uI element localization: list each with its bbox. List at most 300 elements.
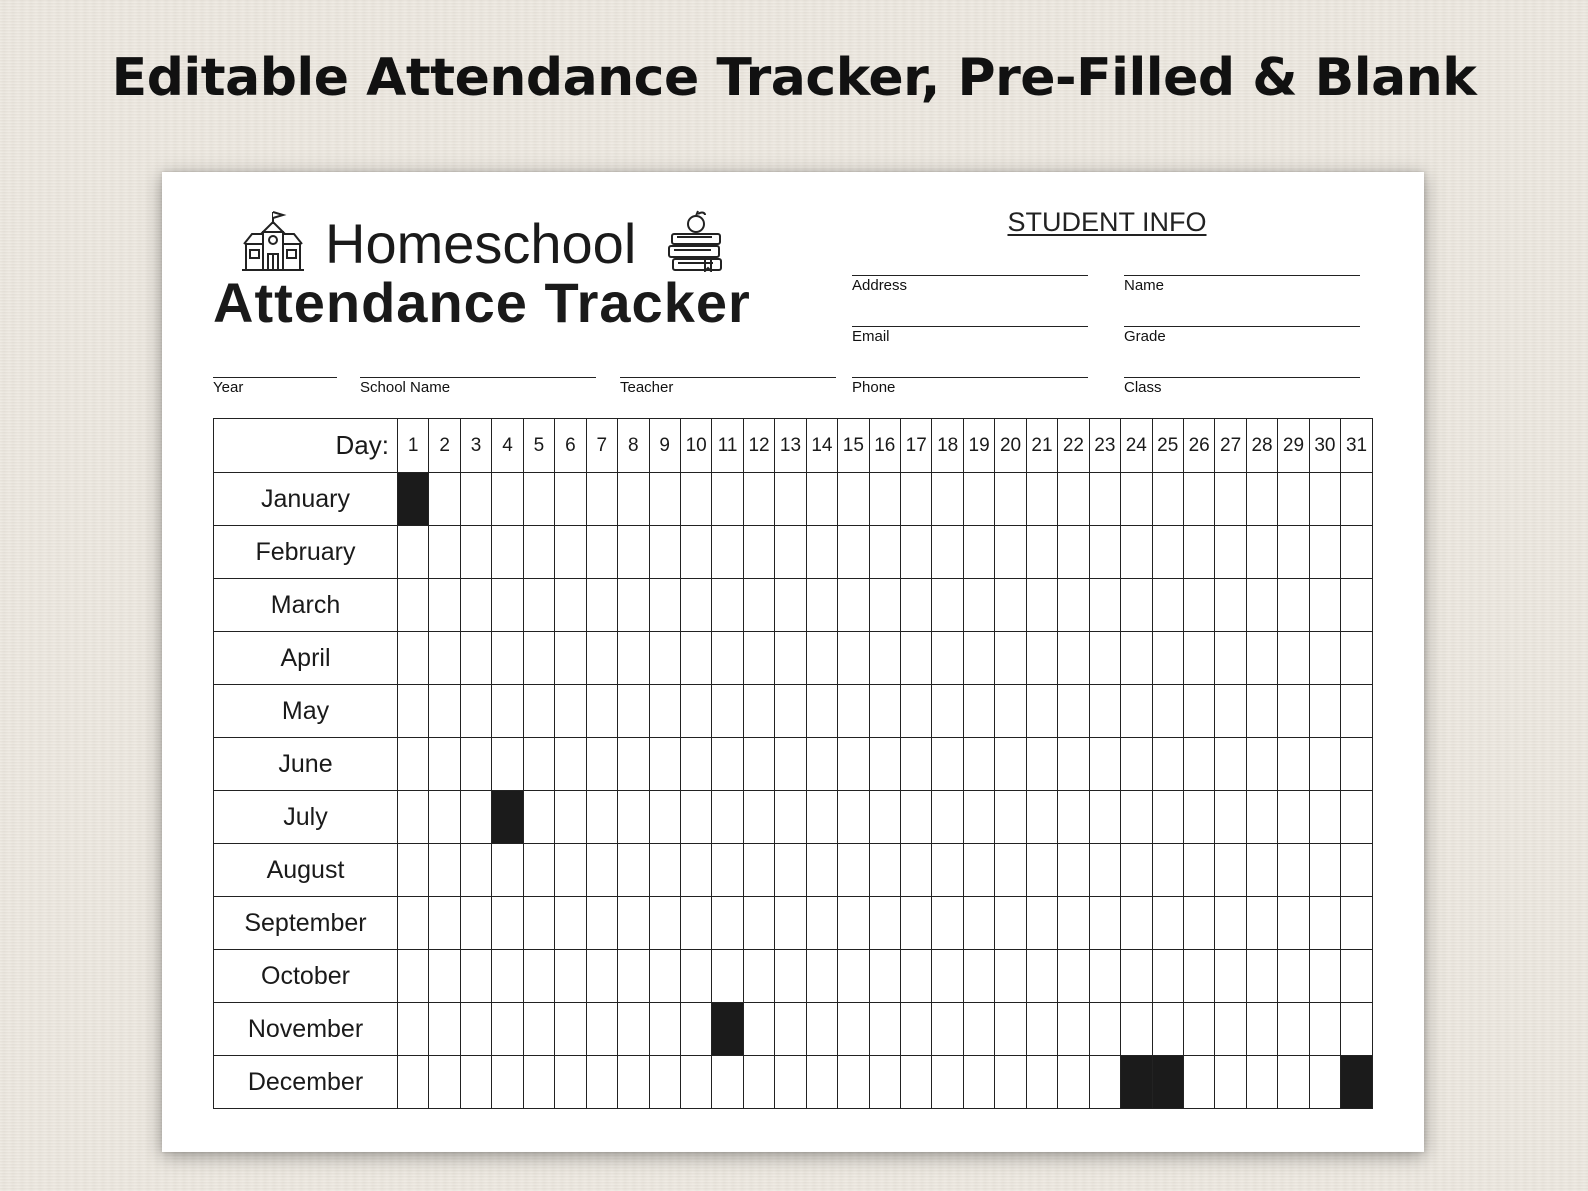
- attendance-cell[interactable]: [1026, 950, 1057, 1003]
- attendance-cell[interactable]: [1026, 526, 1057, 579]
- attendance-cell[interactable]: [523, 685, 554, 738]
- attendance-cell[interactable]: [1278, 526, 1309, 579]
- attendance-cell[interactable]: [1121, 844, 1152, 897]
- attendance-cell[interactable]: [712, 579, 743, 632]
- attendance-cell[interactable]: [1183, 1003, 1214, 1056]
- attendance-cell[interactable]: [1278, 579, 1309, 632]
- attendance-cell[interactable]: [1152, 1003, 1183, 1056]
- attendance-cell[interactable]: [680, 950, 711, 1003]
- attendance-cell-filled[interactable]: [1152, 1056, 1183, 1109]
- attendance-cell[interactable]: [586, 632, 617, 685]
- attendance-cell[interactable]: [1246, 1056, 1277, 1109]
- attendance-cell[interactable]: [1121, 579, 1152, 632]
- attendance-cell[interactable]: [1183, 791, 1214, 844]
- attendance-cell[interactable]: [460, 579, 491, 632]
- attendance-cell[interactable]: [775, 738, 806, 791]
- attendance-cell[interactable]: [1121, 1003, 1152, 1056]
- attendance-cell[interactable]: [586, 791, 617, 844]
- attendance-cell[interactable]: [1278, 1056, 1309, 1109]
- attendance-cell[interactable]: [995, 897, 1026, 950]
- attendance-cell[interactable]: [963, 632, 994, 685]
- attendance-cell[interactable]: [838, 685, 869, 738]
- attendance-cell[interactable]: [1026, 844, 1057, 897]
- attendance-cell[interactable]: [1341, 632, 1373, 685]
- attendance-cell[interactable]: [492, 1003, 523, 1056]
- attendance-cell[interactable]: [555, 844, 586, 897]
- teacher-field[interactable]: [620, 377, 836, 396]
- attendance-cell[interactable]: [806, 791, 837, 844]
- attendance-cell[interactable]: [649, 791, 680, 844]
- attendance-cell[interactable]: [1152, 632, 1183, 685]
- attendance-cell[interactable]: [1246, 526, 1277, 579]
- attendance-cell[interactable]: [1341, 1003, 1373, 1056]
- attendance-cell[interactable]: [586, 950, 617, 1003]
- attendance-cell[interactable]: [963, 579, 994, 632]
- attendance-cell[interactable]: [1246, 950, 1277, 1003]
- attendance-cell[interactable]: [460, 844, 491, 897]
- attendance-cell[interactable]: [995, 791, 1026, 844]
- attendance-cell[interactable]: [1341, 738, 1373, 791]
- attendance-cell[interactable]: [806, 950, 837, 1003]
- attendance-cell[interactable]: [1278, 950, 1309, 1003]
- attendance-cell[interactable]: [555, 897, 586, 950]
- attendance-cell[interactable]: [1183, 844, 1214, 897]
- attendance-cell[interactable]: [1089, 473, 1120, 526]
- attendance-cell[interactable]: [901, 632, 932, 685]
- attendance-cell[interactable]: [1089, 897, 1120, 950]
- attendance-cell[interactable]: [1121, 685, 1152, 738]
- attendance-cell[interactable]: [1183, 473, 1214, 526]
- attendance-cell[interactable]: [1215, 950, 1246, 1003]
- attendance-cell[interactable]: [649, 1056, 680, 1109]
- attendance-cell[interactable]: [429, 632, 460, 685]
- attendance-cell[interactable]: [398, 1056, 429, 1109]
- attendance-cell[interactable]: [932, 791, 963, 844]
- attendance-cell[interactable]: [1278, 685, 1309, 738]
- attendance-cell[interactable]: [680, 844, 711, 897]
- attendance-cell[interactable]: [1341, 473, 1373, 526]
- attendance-cell[interactable]: [1183, 1056, 1214, 1109]
- attendance-cell[interactable]: [869, 897, 900, 950]
- attendance-cell[interactable]: [680, 473, 711, 526]
- attendance-cell[interactable]: [1152, 950, 1183, 1003]
- attendance-cell[interactable]: [555, 791, 586, 844]
- attendance-cell[interactable]: [1246, 685, 1277, 738]
- attendance-cell[interactable]: [460, 950, 491, 1003]
- attendance-cell[interactable]: [932, 473, 963, 526]
- attendance-cell[interactable]: [932, 526, 963, 579]
- attendance-cell[interactable]: [1089, 844, 1120, 897]
- attendance-cell[interactable]: [649, 738, 680, 791]
- attendance-cell[interactable]: [995, 579, 1026, 632]
- attendance-cell[interactable]: [618, 632, 649, 685]
- attendance-cell[interactable]: [586, 844, 617, 897]
- attendance-cell[interactable]: [618, 1056, 649, 1109]
- attendance-cell[interactable]: [555, 632, 586, 685]
- attendance-cell[interactable]: [398, 526, 429, 579]
- attendance-cell[interactable]: [523, 632, 554, 685]
- attendance-cell[interactable]: [1278, 897, 1309, 950]
- attendance-cell[interactable]: [523, 950, 554, 1003]
- attendance-cell[interactable]: [1183, 738, 1214, 791]
- attendance-cell[interactable]: [901, 791, 932, 844]
- attendance-cell[interactable]: [1026, 685, 1057, 738]
- attendance-cell[interactable]: [586, 579, 617, 632]
- attendance-cell[interactable]: [429, 791, 460, 844]
- attendance-cell[interactable]: [712, 1056, 743, 1109]
- address-field[interactable]: [852, 275, 1088, 294]
- attendance-cell[interactable]: [932, 1056, 963, 1109]
- attendance-cell[interactable]: [586, 897, 617, 950]
- attendance-cell[interactable]: [1341, 950, 1373, 1003]
- attendance-cell[interactable]: [1309, 1056, 1340, 1109]
- attendance-cell[interactable]: [586, 1056, 617, 1109]
- attendance-cell[interactable]: [1246, 473, 1277, 526]
- attendance-cell[interactable]: [838, 1003, 869, 1056]
- attendance-cell[interactable]: [932, 738, 963, 791]
- attendance-cell[interactable]: [1026, 738, 1057, 791]
- attendance-cell[interactable]: [492, 950, 523, 1003]
- attendance-cell[interactable]: [901, 579, 932, 632]
- attendance-cell[interactable]: [429, 473, 460, 526]
- attendance-cell[interactable]: [963, 526, 994, 579]
- attendance-cell[interactable]: [1215, 738, 1246, 791]
- attendance-cell[interactable]: [1215, 844, 1246, 897]
- attendance-cell[interactable]: [1152, 791, 1183, 844]
- attendance-cell[interactable]: [1089, 738, 1120, 791]
- attendance-cell[interactable]: [995, 1003, 1026, 1056]
- attendance-cell[interactable]: [743, 685, 774, 738]
- name-field[interactable]: [1124, 275, 1360, 294]
- attendance-cell[interactable]: [995, 526, 1026, 579]
- attendance-cell[interactable]: [398, 950, 429, 1003]
- attendance-cell[interactable]: [618, 1003, 649, 1056]
- attendance-cell[interactable]: [523, 897, 554, 950]
- attendance-cell[interactable]: [901, 1003, 932, 1056]
- attendance-cell[interactable]: [1026, 791, 1057, 844]
- attendance-cell[interactable]: [649, 1003, 680, 1056]
- attendance-cell[interactable]: [429, 1056, 460, 1109]
- attendance-cell[interactable]: [649, 473, 680, 526]
- attendance-cell[interactable]: [932, 632, 963, 685]
- attendance-cell[interactable]: [869, 950, 900, 1003]
- attendance-cell[interactable]: [429, 844, 460, 897]
- attendance-cell[interactable]: [618, 473, 649, 526]
- attendance-cell[interactable]: [995, 1056, 1026, 1109]
- attendance-cell[interactable]: [460, 632, 491, 685]
- attendance-cell[interactable]: [1246, 579, 1277, 632]
- attendance-cell[interactable]: [901, 738, 932, 791]
- attendance-cell[interactable]: [743, 738, 774, 791]
- attendance-cell[interactable]: [838, 738, 869, 791]
- attendance-cell[interactable]: [586, 738, 617, 791]
- attendance-cell[interactable]: [806, 844, 837, 897]
- attendance-cell[interactable]: [869, 473, 900, 526]
- attendance-cell[interactable]: [649, 685, 680, 738]
- attendance-cell[interactable]: [618, 791, 649, 844]
- attendance-cell[interactable]: [743, 897, 774, 950]
- attendance-cell[interactable]: [932, 685, 963, 738]
- attendance-cell[interactable]: [963, 791, 994, 844]
- attendance-cell[interactable]: [429, 526, 460, 579]
- attendance-cell[interactable]: [775, 526, 806, 579]
- attendance-cell[interactable]: [680, 526, 711, 579]
- attendance-cell[interactable]: [460, 897, 491, 950]
- attendance-cell[interactable]: [869, 526, 900, 579]
- attendance-cell[interactable]: [1183, 685, 1214, 738]
- attendance-cell[interactable]: [838, 632, 869, 685]
- attendance-cell[interactable]: [555, 950, 586, 1003]
- attendance-cell[interactable]: [743, 791, 774, 844]
- attendance-cell[interactable]: [523, 791, 554, 844]
- attendance-cell[interactable]: [743, 632, 774, 685]
- attendance-cell[interactable]: [649, 844, 680, 897]
- attendance-cell[interactable]: [963, 1003, 994, 1056]
- phone-field[interactable]: [852, 377, 1088, 396]
- attendance-cell[interactable]: [1215, 1003, 1246, 1056]
- attendance-cell[interactable]: [963, 473, 994, 526]
- attendance-cell[interactable]: [1026, 897, 1057, 950]
- attendance-cell[interactable]: [1183, 950, 1214, 1003]
- attendance-cell[interactable]: [1026, 473, 1057, 526]
- attendance-cell[interactable]: [1121, 897, 1152, 950]
- attendance-cell[interactable]: [1278, 844, 1309, 897]
- attendance-cell[interactable]: [838, 526, 869, 579]
- attendance-cell[interactable]: [901, 897, 932, 950]
- attendance-cell[interactable]: [963, 685, 994, 738]
- attendance-cell[interactable]: [398, 844, 429, 897]
- attendance-cell[interactable]: [963, 738, 994, 791]
- attendance-cell[interactable]: [775, 579, 806, 632]
- attendance-cell[interactable]: [429, 950, 460, 1003]
- attendance-cell[interactable]: [806, 579, 837, 632]
- attendance-cell[interactable]: [460, 526, 491, 579]
- attendance-cell[interactable]: [429, 1003, 460, 1056]
- attendance-cell[interactable]: [869, 791, 900, 844]
- attendance-cell[interactable]: [1058, 632, 1089, 685]
- attendance-cell[interactable]: [492, 897, 523, 950]
- attendance-cell[interactable]: [460, 1003, 491, 1056]
- attendance-cell[interactable]: [775, 1056, 806, 1109]
- attendance-cell[interactable]: [555, 473, 586, 526]
- attendance-cell[interactable]: [869, 738, 900, 791]
- attendance-cell[interactable]: [995, 844, 1026, 897]
- attendance-cell[interactable]: [712, 526, 743, 579]
- attendance-cell[interactable]: [838, 473, 869, 526]
- attendance-cell[interactable]: [1026, 632, 1057, 685]
- attendance-cell[interactable]: [932, 950, 963, 1003]
- attendance-cell-filled[interactable]: [1121, 1056, 1152, 1109]
- attendance-cell[interactable]: [586, 473, 617, 526]
- attendance-cell[interactable]: [680, 897, 711, 950]
- attendance-cell[interactable]: [1058, 526, 1089, 579]
- attendance-cell[interactable]: [1058, 685, 1089, 738]
- attendance-cell[interactable]: [398, 579, 429, 632]
- attendance-cell[interactable]: [963, 950, 994, 1003]
- attendance-cell[interactable]: [743, 526, 774, 579]
- attendance-cell[interactable]: [1026, 579, 1057, 632]
- attendance-cell[interactable]: [1341, 579, 1373, 632]
- attendance-cell[interactable]: [523, 1056, 554, 1109]
- attendance-cell[interactable]: [1121, 950, 1152, 1003]
- attendance-cell[interactable]: [586, 685, 617, 738]
- attendance-cell[interactable]: [775, 950, 806, 1003]
- attendance-cell[interactable]: [555, 1056, 586, 1109]
- attendance-cell[interactable]: [775, 1003, 806, 1056]
- attendance-cell[interactable]: [492, 738, 523, 791]
- attendance-cell[interactable]: [1058, 950, 1089, 1003]
- attendance-cell[interactable]: [995, 632, 1026, 685]
- attendance-cell[interactable]: [775, 791, 806, 844]
- attendance-cell[interactable]: [1341, 897, 1373, 950]
- attendance-cell[interactable]: [1309, 844, 1340, 897]
- grade-field[interactable]: [1124, 326, 1360, 345]
- attendance-cell[interactable]: [1309, 791, 1340, 844]
- attendance-cell[interactable]: [1058, 844, 1089, 897]
- attendance-cell[interactable]: [806, 685, 837, 738]
- attendance-cell[interactable]: [712, 950, 743, 1003]
- attendance-cell[interactable]: [1058, 1003, 1089, 1056]
- attendance-cell[interactable]: [398, 632, 429, 685]
- attendance-cell[interactable]: [743, 473, 774, 526]
- attendance-cell[interactable]: [680, 579, 711, 632]
- attendance-cell[interactable]: [1058, 1056, 1089, 1109]
- attendance-cell[interactable]: [1246, 791, 1277, 844]
- attendance-cell[interactable]: [1089, 579, 1120, 632]
- attendance-cell[interactable]: [492, 473, 523, 526]
- attendance-cell[interactable]: [1183, 579, 1214, 632]
- attendance-cell-filled[interactable]: [712, 1003, 743, 1056]
- attendance-cell[interactable]: [869, 1056, 900, 1109]
- attendance-cell[interactable]: [618, 685, 649, 738]
- attendance-cell[interactable]: [901, 685, 932, 738]
- attendance-cell[interactable]: [1089, 1003, 1120, 1056]
- attendance-cell[interactable]: [1152, 526, 1183, 579]
- attendance-cell[interactable]: [586, 1003, 617, 1056]
- attendance-cell[interactable]: [555, 738, 586, 791]
- attendance-cell[interactable]: [1152, 844, 1183, 897]
- attendance-cell-filled[interactable]: [398, 473, 429, 526]
- attendance-cell[interactable]: [1215, 685, 1246, 738]
- attendance-cell[interactable]: [618, 738, 649, 791]
- attendance-cell[interactable]: [680, 738, 711, 791]
- attendance-cell[interactable]: [523, 738, 554, 791]
- attendance-cell[interactable]: [1089, 632, 1120, 685]
- attendance-cell[interactable]: [963, 1056, 994, 1109]
- attendance-cell[interactable]: [1309, 473, 1340, 526]
- attendance-cell[interactable]: [492, 579, 523, 632]
- attendance-cell[interactable]: [680, 632, 711, 685]
- attendance-cell[interactable]: [492, 844, 523, 897]
- attendance-cell[interactable]: [995, 738, 1026, 791]
- attendance-cell[interactable]: [555, 526, 586, 579]
- attendance-cell[interactable]: [680, 685, 711, 738]
- attendance-cell[interactable]: [1121, 791, 1152, 844]
- attendance-cell[interactable]: [1058, 473, 1089, 526]
- attendance-cell[interactable]: [1278, 791, 1309, 844]
- attendance-cell[interactable]: [649, 632, 680, 685]
- attendance-cell[interactable]: [963, 844, 994, 897]
- attendance-cell[interactable]: [618, 844, 649, 897]
- attendance-cell[interactable]: [618, 897, 649, 950]
- attendance-cell[interactable]: [1246, 632, 1277, 685]
- attendance-cell[interactable]: [1341, 844, 1373, 897]
- attendance-cell[interactable]: [743, 1056, 774, 1109]
- attendance-cell[interactable]: [398, 1003, 429, 1056]
- attendance-cell[interactable]: [806, 897, 837, 950]
- attendance-cell[interactable]: [901, 473, 932, 526]
- attendance-cell[interactable]: [806, 632, 837, 685]
- attendance-cell[interactable]: [806, 1056, 837, 1109]
- attendance-cell[interactable]: [1058, 579, 1089, 632]
- attendance-cell[interactable]: [1341, 526, 1373, 579]
- attendance-cell[interactable]: [712, 632, 743, 685]
- attendance-cell[interactable]: [1278, 1003, 1309, 1056]
- attendance-cell[interactable]: [1215, 897, 1246, 950]
- attendance-cell[interactable]: [1215, 632, 1246, 685]
- attendance-cell[interactable]: [1058, 791, 1089, 844]
- attendance-cell[interactable]: [806, 473, 837, 526]
- attendance-cell[interactable]: [838, 1056, 869, 1109]
- attendance-cell[interactable]: [1089, 950, 1120, 1003]
- attendance-cell[interactable]: [1246, 844, 1277, 897]
- attendance-cell[interactable]: [1246, 738, 1277, 791]
- attendance-cell[interactable]: [1341, 685, 1373, 738]
- attendance-cell[interactable]: [1309, 526, 1340, 579]
- attendance-cell[interactable]: [1152, 473, 1183, 526]
- attendance-cell[interactable]: [1089, 526, 1120, 579]
- attendance-cell[interactable]: [995, 950, 1026, 1003]
- attendance-cell[interactable]: [492, 685, 523, 738]
- attendance-cell[interactable]: [1215, 791, 1246, 844]
- class-field[interactable]: [1124, 377, 1360, 396]
- attendance-cell[interactable]: [398, 791, 429, 844]
- attendance-cell[interactable]: [1152, 738, 1183, 791]
- attendance-cell[interactable]: [523, 844, 554, 897]
- attendance-cell[interactable]: [680, 1003, 711, 1056]
- attendance-cell[interactable]: [680, 791, 711, 844]
- attendance-cell[interactable]: [1278, 632, 1309, 685]
- attendance-cell[interactable]: [1058, 738, 1089, 791]
- attendance-cell[interactable]: [649, 579, 680, 632]
- attendance-cell[interactable]: [1183, 632, 1214, 685]
- attendance-cell[interactable]: [838, 579, 869, 632]
- attendance-cell[interactable]: [1246, 897, 1277, 950]
- attendance-cell[interactable]: [712, 738, 743, 791]
- attendance-cell[interactable]: [869, 579, 900, 632]
- attendance-cell[interactable]: [1278, 738, 1309, 791]
- attendance-cell[interactable]: [649, 950, 680, 1003]
- attendance-cell[interactable]: [901, 526, 932, 579]
- attendance-cell[interactable]: [460, 1056, 491, 1109]
- attendance-cell[interactable]: [869, 685, 900, 738]
- attendance-cell[interactable]: [1278, 473, 1309, 526]
- attendance-cell[interactable]: [901, 1056, 932, 1109]
- attendance-cell[interactable]: [1121, 526, 1152, 579]
- attendance-cell[interactable]: [1152, 685, 1183, 738]
- attendance-cell[interactable]: [963, 897, 994, 950]
- attendance-cell[interactable]: [398, 685, 429, 738]
- attendance-cell[interactable]: [523, 1003, 554, 1056]
- attendance-cell[interactable]: [1121, 738, 1152, 791]
- attendance-cell[interactable]: [523, 579, 554, 632]
- attendance-cell[interactable]: [712, 791, 743, 844]
- attendance-cell[interactable]: [995, 473, 1026, 526]
- attendance-cell[interactable]: [1026, 1003, 1057, 1056]
- attendance-cell[interactable]: [1309, 632, 1340, 685]
- attendance-cell[interactable]: [932, 579, 963, 632]
- attendance-cell[interactable]: [1152, 897, 1183, 950]
